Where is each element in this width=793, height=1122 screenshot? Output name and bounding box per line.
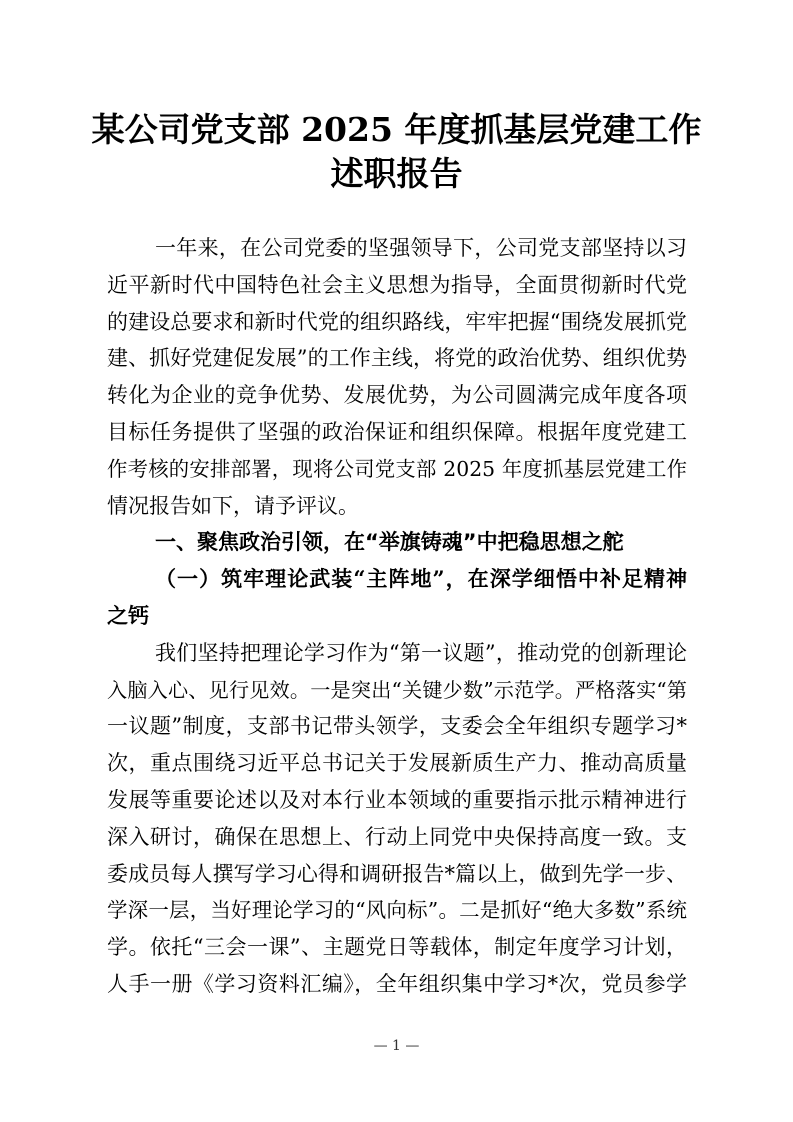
- document-body: [107, 230, 687, 1003]
- intro-line: 一年来，在公司党委的坚强领导下，公司党支部坚持以习: [155, 236, 687, 260]
- intro-line: 转化为企业的竞争优势、发展优势，为公司圆满完成年度各项: [107, 383, 687, 408]
- paragraph-line: 深入研讨，确保在思想上、行动上同党中央保持高度一致。支: [107, 824, 687, 849]
- paragraph-line: 入脑入心、见行见效。一是突出“关键少数”示范学。严格落实“第: [107, 677, 687, 702]
- section-heading-1: 一、聚焦政治引领，在“举旗铸魂”中把稳思想之舵: [155, 530, 624, 555]
- paragraph-line: 学深一层，当好理论学习的“风向标”。二是抓好“绝大多数”系统: [107, 898, 687, 923]
- intro-line: 近平新时代中国特色社会主义思想为指导，全面贯彻新时代党: [107, 272, 687, 297]
- paragraph-line: 一议题”制度，支部书记带头领学，支委会全年组织专题学习*: [107, 714, 687, 739]
- paragraph-line: 我们坚持把理论学习作为“第一议题”，推动党的创新理论: [155, 640, 687, 665]
- subsection-heading-line: 之钙: [107, 602, 149, 628]
- paragraph-line: 发展等重要论述以及对本行业本领域的重要指示批示精神进行: [107, 787, 687, 812]
- paragraph-line: 次，重点围绕习近平总书记关于发展新质生产力、推动高质量: [107, 751, 687, 776]
- intro-line: 目标任务提供了坚强的政治保证和组织保障。根据年度党建工: [107, 419, 687, 444]
- page-number: — 1 —: [373, 1038, 420, 1054]
- intro-line: 建、抓好党建促发展”的工作主线，将党的政治优势、组织优势: [107, 346, 687, 371]
- intro-line: 情况报告如下，请予评议。: [107, 493, 359, 518]
- paragraph-line: 学。依托“三会一课”、主题党日等载体，制定年度学习计划，: [107, 935, 687, 960]
- paragraph-line: 委成员每人撰写学习心得和调研报告*篇以上，做到先学一步、: [107, 861, 687, 886]
- intro-line: 的建设总要求和新时代党的组织路线，牢牢把握“围绕发展抓党: [107, 309, 687, 334]
- paragraph-line: 人手一册《学习资料汇编》，全年组织集中学习*次，党员参学: [107, 971, 687, 996]
- intro-line: 作考核的安排部署，现将公司党支部 2025 年度抓基层党建工作: [107, 456, 687, 481]
- subsection-heading-line: （一）筑牢理论武装“主阵地”，在深学细悟中补足精神: [155, 566, 687, 592]
- title-line-2: 述职报告: [330, 154, 463, 193]
- title-line-1: 某公司党支部 2025 年度抓基层党建工作: [91, 110, 702, 149]
- document-title: [80, 108, 713, 196]
